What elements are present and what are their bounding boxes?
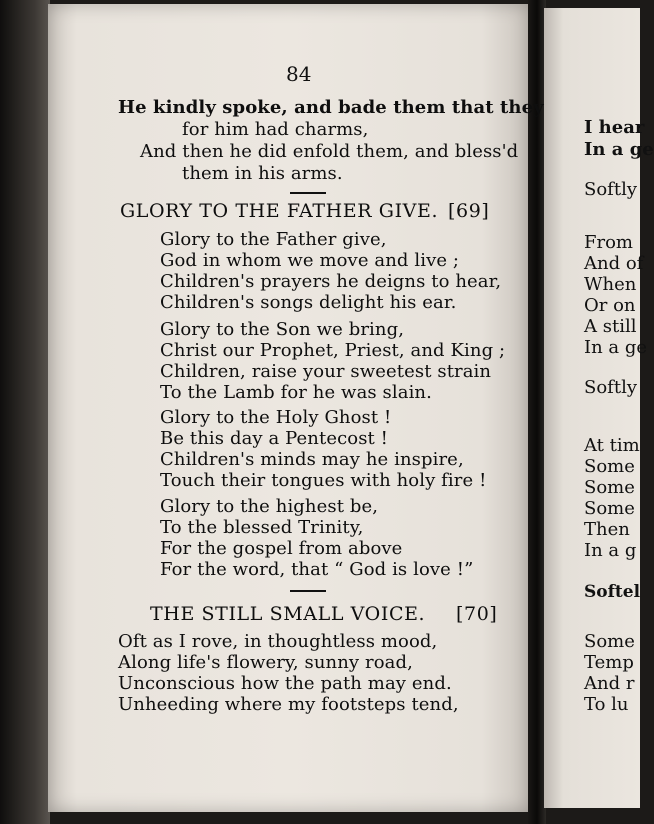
right-fragment: And of [584, 253, 644, 274]
page-number: 84 [286, 62, 312, 86]
hymn-line: Touch their tongues with holy fire ! [160, 470, 487, 491]
hymn-line: Glory to the highest be, [160, 496, 379, 517]
right-fragment: In a ge [584, 337, 648, 358]
right-fragment: When [584, 274, 637, 295]
right-fragment: Softel [584, 582, 641, 602]
hymn-line: them in his arms. [182, 163, 343, 184]
hymn-line: For the word, that “ God is love !” [160, 559, 474, 580]
hymn-line: He kindly spoke, and bade them that they [118, 97, 544, 118]
hymn-number: [70] [456, 603, 498, 625]
right-fragment: In a ge [584, 139, 654, 160]
right-fragment: Softly [584, 179, 637, 200]
right-fragment: In a g [584, 540, 637, 561]
right-page [544, 8, 654, 808]
hymn-line: Glory to the Son we bring, [160, 319, 405, 340]
right-fragment: At tim [584, 435, 640, 456]
hymn-line: Oft as I rove, in thoughtless mood, [118, 631, 438, 652]
hymn-line: Be this day a Pentecost ! [160, 428, 389, 449]
right-fragment: Temp [584, 652, 634, 673]
section-divider [290, 192, 326, 194]
right-fragment: A still [584, 316, 637, 337]
right-fragment: Some [584, 631, 635, 652]
hymn-line: for him had charms, [182, 119, 369, 140]
hymn-line: To the Lamb for he was slain. [160, 382, 432, 403]
right-fragment: From [584, 232, 633, 253]
hymn-line: Along life's flowery, sunny road, [118, 652, 413, 673]
section-divider [290, 590, 326, 592]
right-fragment: Some [584, 456, 635, 477]
hymn-line: God in whom we move and live ; [160, 250, 460, 271]
hymn-line: For the gospel from above [160, 538, 403, 559]
hymn-line: Unconscious how the path may end. [118, 673, 452, 694]
hymn-line: Glory to the Father give, [160, 229, 387, 250]
right-fragment: Or on [584, 295, 636, 316]
right-fragment: Some [584, 477, 635, 498]
hymn-line: To the blessed Trinity, [160, 517, 364, 538]
hymn-line: Children's minds may he inspire, [160, 449, 464, 470]
hymn-title: THE STILL SMALL VOICE. [150, 603, 426, 625]
hymn-line: Children's prayers he deigns to hear, [160, 271, 502, 292]
hymn-line: Unheeding where my footsteps tend, [118, 694, 459, 715]
right-fragment: Then [584, 519, 630, 540]
hymn-line: Children, raise your sweetest strain [160, 361, 492, 382]
hymn-line: Christ our Prophet, Priest, and King ; [160, 340, 506, 361]
right-fragment: I hear [584, 117, 645, 138]
hymn-number: [69] [448, 200, 490, 222]
book-spine-left [0, 0, 50, 824]
hymn-title: GLORY TO THE FATHER GIVE. [120, 200, 439, 222]
hymn-line: Children's songs delight his ear. [160, 292, 457, 313]
right-fragment: Softly [584, 377, 637, 398]
right-fragment: To lu [584, 694, 629, 715]
hymn-line: Glory to the Holy Ghost ! [160, 407, 392, 428]
right-fragment: Some [584, 498, 635, 519]
right-fragment: And r [584, 673, 635, 694]
hymn-line: And then he did enfold them, and bless'd [140, 141, 519, 162]
